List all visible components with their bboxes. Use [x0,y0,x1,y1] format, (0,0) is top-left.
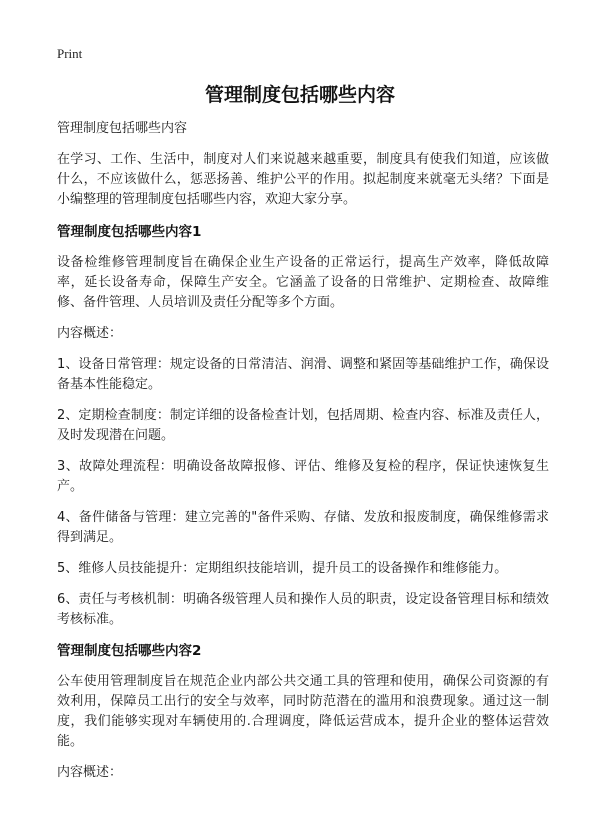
document-subtitle: 管理制度包括哪些内容 [57,121,188,136]
list-item: 5、维修人员技能提升：定期组织技能培训，提升员工的设备操作和维修能力。 [57,561,508,576]
overview-label: 内容概述： [57,326,123,341]
document-body [57,119,549,794]
overview-label: 内容概述： [57,765,123,780]
section-heading: 管理制度包括哪些内容2 [57,643,202,659]
list-item: 2、定期检查制度：制定详细的设备检查计划，包括周期、检查内容、标准及责任人，及时发现潜在问题。 [57,408,549,443]
page-title: 管理制度包括哪些内容 [204,84,395,106]
section-paragraph: 公车使用管理制度旨在规范企业内部公共交通工具的管理和使用，确保公司资源的有效利用，保障员工出行的安全与效率，同时防范潜在的滥用和浪费现象。通过这一制度，我们能够实现对车辆使用的.合理调度，降低运营成本，提升企业的整体运营效能。 [57,674,549,749]
list-item: 1、设备日常管理：规定设备的日常清洁、润滑、调整和紧固等基础维护工作，确保设备基本性能稳定。 [57,357,549,392]
print-link[interactable]: Print [57,46,83,61]
list-item: 3、故障处理流程：明确设备故障报修、评估、维修及复检的程序，保证快速恢复生产。 [57,459,549,494]
section-heading: 管理制度包括哪些内容1 [57,224,202,240]
intro-paragraph: 在学习、工作、生活中，制度对人们来说越来越重要，制度具有使我们知道，应该做什么，不应该做什么，惩恶扬善、维护公平的作用。拟起制度来就毫无头绪？下面是小编整理的管理制度包括哪些内容，欢迎大家分享。 [57,152,549,207]
list-item: 4、备件储备与管理：建立完善的"备件采购、存储、发放和报废制度，确保维修需求得到满足。 [57,510,549,545]
section-paragraph: 设备检维修管理制度旨在确保企业生产设备的正常运行，提高生产效率，降低故障率，延长设备寿命，保障生产安全。它涵盖了设备的日常维护、定期检查、故障维修、备件管理、人员培训及责任分配等多个方面。 [57,255,549,310]
list-item: 6、责任与考核机制：明确各级管理人员和操作人员的职责，设定设备管理目标和绩效考核标准。 [57,592,549,627]
